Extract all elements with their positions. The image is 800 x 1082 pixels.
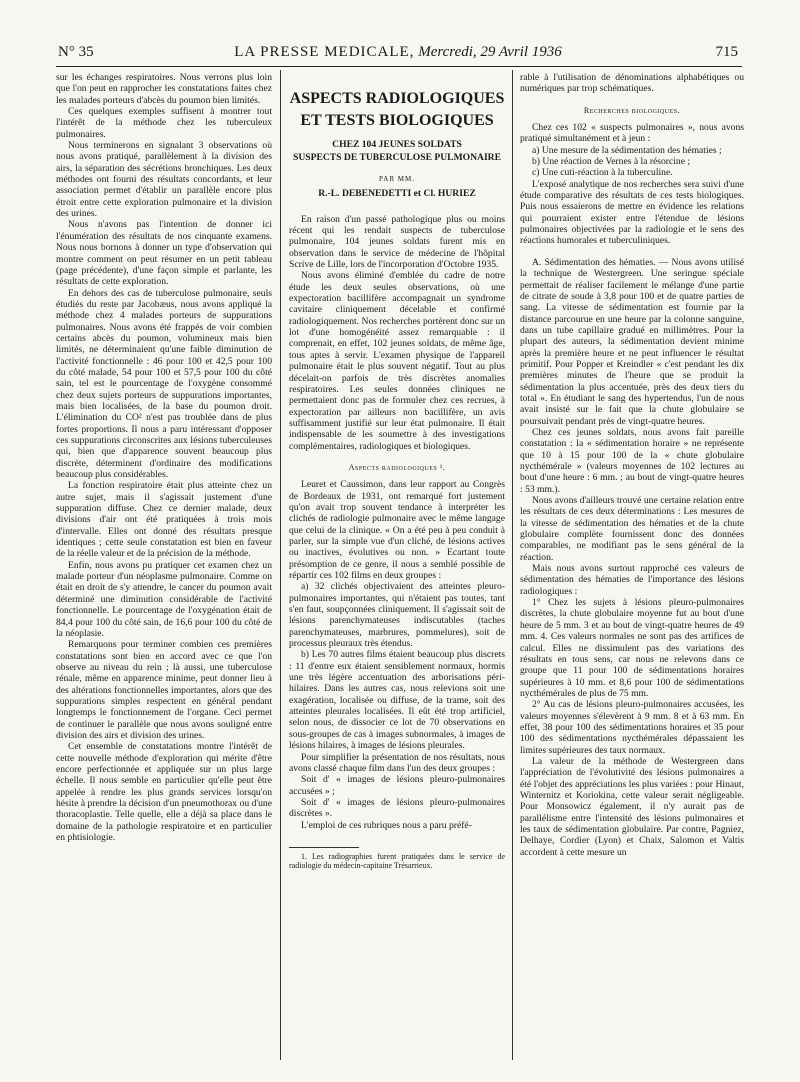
- paragraph: L'emploi de ces rubriques nous a paru préfé-: [301, 819, 472, 831]
- column-divider: [280, 70, 281, 1060]
- article-title: ASPECTS RADIOLOGIQUES ET TESTS BIOLOGIQUES: [289, 90, 505, 129]
- section-heading: Aspects radiologiques ¹.: [348, 462, 446, 472]
- issue-date: Mercredi, 29 Avril 1936: [418, 44, 562, 60]
- paragraph: Nous avons d'ailleurs trouvé une certaine relation entre les résultats de ces deux déterminations : Les mesures de la vitesse de sédimentation des hématies et de la chute globulaire complète fournissent donc des données comparables, ne modifiant pas le sens général de la réaction.: [520, 495, 744, 563]
- paragraph: La valeur de la méthode de Westergreen dans l'appréciation de l'évolutivité des lésions pulmonaires a été l'objet des appréciations les plus variées : pour Hinaut, Winternitz et Koriokina, cette valeur serait négligeable. Pour Monsowicz également, il n'y aurait pas de parallélisme entre l'intensité des lésions pulmonaires et les taux de sédimentation globulaire. Par contre, Pagniez, Delhaye, Cordier (Lyon) et Chaix, Salomon et Valtis accordent à cette mesure un: [520, 755, 744, 858]
- paragraph: Chez ces jeunes soldats, nous avons fait pareille constatation : la « sédimentation horaire » ne représente que 10 à 15 pour 100 de la « chute globulaire nycthémérale » (valeurs moyennes de 102 lectures au bout d'une heure : 6 mm. ; au bout de vingt-quatre heures : 53 mm.).: [520, 426, 744, 495]
- article-by: PAR MM.: [379, 175, 415, 183]
- paragraph: sur les échanges respiratoires. Nous verrons plus loin que l'on peut en rapprocher les constatations faites chez les malades porteurs d'abcès du poumon bien limités.: [56, 72, 272, 106]
- paragraph: Enfin, nous avons pu pratiquer cet examen chez un malade porteur d'un néoplasme pulmonaire. Comme on était en droit de s'y attendre, le cancer du poumon avait déterminé une diminution considérable de l'activité fonctionnelle. Le pourcentage de l'oxygénation était de 84,4 pour 100 du côté sain, de 16,6 pour 100 du côté de la néoplasie.: [56, 559, 272, 639]
- paragraph: 1° Chez les sujets à lésions pleuro-pulmonaires discrètes, la chute globulaire moyenne fut au bout d'une heure de 5 mm. 3 et au bout de vingt-quatre heures de 49 mm. 4. Ces valeurs normales ne sont pas des artifices de calcul. Elles ne dissimulent pas des variations des résultats en tous sens, car nous ne relevons dans ce groupe que 11 pour 100 de sédimentations horaires supérieures à 10 mm. et 8,6 pour 100 de sédimentations nycthémérales de plus de 75 mm.: [520, 597, 744, 699]
- header-rule: [56, 66, 742, 67]
- paragraph: L'exposé analytique de nos recherches sera suivi d'une étude comparative des résultats de ces tests biologiques. Puis nous essaierons de mettre en évidence les relations qui pourraient exister entre l'étendue de lésions pulmonaires objectivées par la radiologie et le sens des réactions humorales et tuberculiniques.: [520, 178, 744, 247]
- list-item: a) Une mesure de la sédimentation des hématies ;: [532, 144, 722, 156]
- footnote: 1. Les radiographies furent pratiquées dans le service de radiologie du médecin-capitaine Trésarrieux.: [289, 851, 505, 871]
- list-item: c) Une cuti-réaction à la tuberculine.: [532, 167, 673, 179]
- footnote-rule: [289, 847, 359, 848]
- article-subtitle: CHEZ 104 JEUNES SOLDATS SUSPECTS DE TUBERCULOSE PULMONAIRE: [293, 139, 501, 163]
- section-heading: Recherches biologiques.: [583, 105, 681, 115]
- paragraph: Nous terminerons en signalant 3 observations où nous avons pratiqué, parallèlement à la division des airs, la séparation des sécrétions bronchiques. Les deux méthodes ont fourni des résultats concordants, et leur association permet d'établir un parallèle encore plus étroit entre cette exploration pulmonaire et la division des urines.: [56, 140, 272, 220]
- paragraph: A. Sédimentation des hématies. — Nous avons utilisé la technique de Westergreen. Une seringue spéciale permettait de réaliser facilement le mélange d'une partie de citrate de soude à 3,8 pour 100 et de quatre parties de sang. La vitesse de sédimentation est fournie par la distance parcourue en une heure par la colonne sanguine, dans un tube capillaire gradué en millimètres. Pour la plupart des auteurs, la sédimentation devient minime après la première heure et ne peut influencer le résultat primitif. Pour Popper et Kreindler « c'est pendant les dix premières minutes de l'heure que se produit la sédimentation la plus accentuée, près des deux tiers du total ». En étudiant le sang des hypertendus, l'un de nous avait insisté sur le fait que la chute globulaire se poursuivait pendant près de vingt-quatre heures.: [520, 256, 744, 427]
- column-1: [56, 72, 272, 843]
- paragraph: Mais nous avons surtout rapproché ces valeurs de sédimentation des hématies de l'importance des lésions radiologiques :: [520, 563, 744, 597]
- paragraph: Remarquons pour terminer combien ces premières constatations sont bien en accord avec ce que l'on observe au niveau du rein ; là aussi, une tuberculose rénale, même en apparence minime, peut donner lieu à des altérations fonctionnelles importantes, alors que des suppurations simples respectent en général pendant longtemps le fonctionnement de l'organe. Ceci permet de continuer le parallèle que nous avons souligné entre division des airs et division des urines.: [56, 639, 272, 741]
- article-authors: R.-L. DEBENEDETTI et Cl. HURIEZ: [318, 188, 476, 200]
- page-number: 715: [715, 44, 738, 60]
- paragraph: Leuret et Caussimon, dans leur rapport au Congrès de Bordeaux de 1931, ont remarqué fort justement qu'on avait trop souvent tendance à interpréter les clichés de radiologie pulmonaire avec le même langage que celui de la clinique. « On a été peu à peu conduit à parler, sur la simple vue d'un cliché, de lésions actives ou inactives, évolutives ou non. » Ecartant toute présomption de ce genre, il nous a semblé possible de répartir ces 102 films en deux groupes :: [289, 479, 505, 581]
- column-divider: [512, 70, 513, 1060]
- list-item: b) Une réaction de Vernes à la résorcine ;: [532, 156, 691, 168]
- paragraph: a) 32 clichés objectivaient des atteintes pleuro-pulmonaires importantes, qui n'étaient pas toutes, tant s'en faut, soupçonnées cliniquement. Il s'agissait soit de lésions parenchymateuses indiscutables (taches parenchymateuses, marbrures, pommelures), soit de processus pleuraux très étendus.: [289, 581, 505, 650]
- column-3: [520, 72, 744, 858]
- paragraph: La fonction respiratoire était plus atteinte chez un autre sujet, mais il s'agissait justement d'une suppuration diffuse. Chez ce dernier malade, deux divisions d'air ont été pratiquées à trois mois d'intervalle. Elles ont donné des résultats presque identiques ; cette seule constatation est bien en faveur de la réelle valeur et de la précision de la méthode.: [56, 480, 272, 560]
- paragraph: 2° Au cas de lésions pleuro-pulmonaires accusées, les valeurs moyennes s'élevèrent à 9 mm. 8 et à 63 mm. En effet, 38 pour 100 des sédimentations horaires et 35 pour 100 des sédimentations nycthémérales dépassaient les limites supérieures des taux normaux.: [520, 699, 744, 756]
- column-2: [289, 72, 505, 871]
- paragraph: En dehors des cas de tuberculose pulmonaire, seuls étudiés du reste par Jacobæus, nous avons appliqué la méthode chez 4 malades porteurs de suppurations pulmonaires. Nous avons été frappés de voir combien certains abcès du poumon, volumineux mais bien limités, ne déterminaient qu'une faible diminution de l'activité fonctionnelle : 46 pour 100 et 42,5 pour 100 du côté malade, 54 pour 100 et 57,5 pour 100 du côté sain, tel est le pourcentage de l'oxygène consommé chez deux sujets porteurs de suppurations importantes, mais bien localisées, de la base du poumon droit. L'élimination du CO² n'est pas troublée dans de plus fortes proportions. Il nous a paru intéressant d'opposer ces suppurations circonscrites aux lésions tuberculeuses qui, bien que d'apparence souvent beaucoup plus discrète, déterminent d'ordinaire des modifications beaucoup plus considérables.: [56, 287, 272, 481]
- paragraph: Chez ces 102 « suspects pulmonaires », nous avons pratiqué simultanément et à jeun :: [520, 122, 744, 145]
- journal-title: LA PRESSE MEDICALE, Mercredi, 29 Avril 1936: [234, 44, 562, 60]
- paragraph: Nous avons éliminé d'emblée du cadre de notre étude les deux seules observations, où une expectoration bacillifère accompagnait un syndrome cavitaire cliniquement décelable et confirmé radiologiquement. Nos recherches portèrent donc sur un lot d'une homogénéité assez remarquable : il comprenait, en effet, 102 jeunes soldats, de même âge, tous aptes à servir. L'examen physique de l'appareil pulmonaire était le plus souvent négatif. Tout au plus décelait-on parfois de très discrètes anomalies respiratoires. Les seules données cliniques ne permettaient donc pas de formuler chez ces recrues, à expectoration par ailleurs non bacillifère, un avis suffisamment justifié sur leur état pulmonaire. Il était indispensable de les soumettre à des investigations complémentaires, radiologiques et biologiques.: [289, 270, 505, 452]
- issue-number: N° 35: [58, 44, 94, 60]
- paragraph: Pour simplifier la présentation de nos résultats, nous avons classé chaque film dans l'un des deux groupes :: [289, 751, 505, 774]
- paragraph: En raison d'un passé pathologique plus ou moins récent qui les rendait suspects de tuberculose pulmonaire, 104 jeunes soldats furent mis en observation dans le service de médecine de l'hôpital Scrive de Lille, lors de l'incorporation d'Octobre 1935.: [289, 213, 505, 271]
- paragraph: Soit d' « images de lésions pleuro-pulmonaires discrètes ».: [289, 796, 505, 820]
- paragraph: b) Les 70 autres films étaient beaucoup plus discrets : 11 d'entre eux étaient sensiblement normaux, hormis une très légère accentuation des arborisations péri-hilaires. Dans les autres cas, nous relevions soit une exagération, localisée ou diffuse, de la trame, soit des atteintes pleurales localisées. Il eût été trop artificiel, selon nous, de dissocier ce lot de 70 observations en sous-groupes de cas à images subnormales, à images de lésions hilaires, à images de lésions pleurales.: [289, 649, 505, 752]
- paragraph: Soit d' « images de lésions pleuro-pulmonaires accusées » ;: [289, 774, 505, 797]
- paragraph: Cet ensemble de constatations montre l'intérêt de cette nouvelle méthode d'exploration qui mérite d'être encore perfectionnée et appliquée sur un plus large échelle. Il nous semble en particulier qu'elle peut être appelée à rendre les plus grands services lorsqu'on hésite à prendre la décision d'un pneumothorax ou d'une thoracoplastie. Telle quelle, elle a déjà sa place dans le domaine de la pathologie respiratoire et en particulier en phtisiologie.: [56, 741, 272, 844]
- page-header: [58, 44, 738, 64]
- paragraph: Ces quelques exemples suffisent à montrer tout l'intérêt de la méthode chez les tuberculeux pulmonaires.: [56, 106, 272, 140]
- paragraph: Nous n'avons pas l'intention de donner ici l'énumération des résultats de nos cinquante examens. Nous nous bornons à donner un type d'observation qui montre comment on peut résumer en un petit tableau (page précédente), d'une façon simple et parlante, les résultats de cette exploration.: [56, 219, 272, 288]
- paragraph: rable à l'utilisation de dénominations alphabétiques ou numériques par trop schématiques.: [520, 72, 744, 95]
